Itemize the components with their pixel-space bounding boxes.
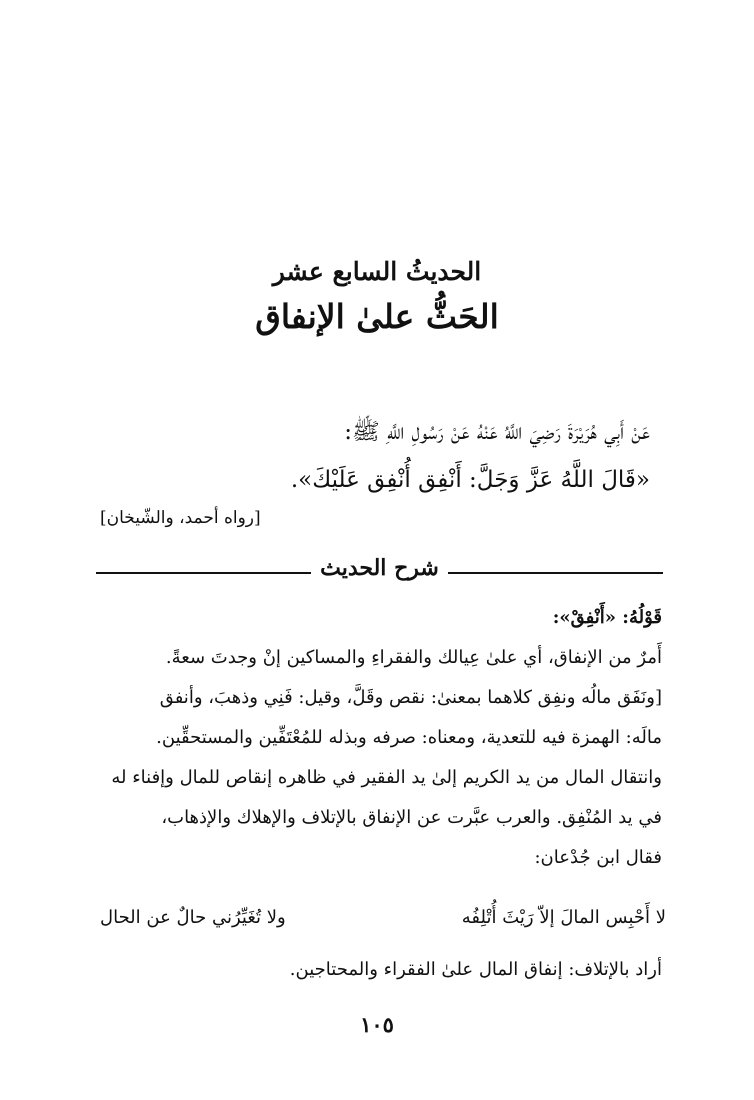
commentary-line: في يد المُنْفِق. والعرب عبَّرت عن الإنفاق بالإتلاف والإهلاك والإذهاب،: [161, 807, 662, 828]
hadith-text: [90, 408, 650, 504]
chapter-number-label: الحديثُ السابع عشر: [272, 257, 482, 286]
commentary-line: وانتقال المال من يد الكريم إلىٰ يد الفقير في ظاهره إنقاص للمال وإفناء له: [111, 767, 662, 788]
commentary-line: قَوْلُهُ: «أَنْفِقْ»:: [552, 607, 662, 628]
commentary-line: أَمرٌ من الإنفاق، أي علىٰ عِيالك والفقراءِ والمساكين إنْ وجدتَ سعةً.: [165, 647, 662, 668]
chapter-heading: [0, 252, 754, 342]
hadith-line-isnad: عَنْ أَبِي هُرَيْرَةَ رَضِيَ اللَّهُ عَنْهُ عَنْ رَسُولِ اللَّهِ ﷺ:: [344, 419, 650, 445]
poem-hemistich-first: لا أَحْبِس المالَ إلاّ رَيْثَ أُتْلِفُه: [461, 907, 666, 928]
verse-explanation: أراد بالإتلاف: إنفاق المال علىٰ الفقراء والمحتاجين.: [289, 959, 662, 980]
commentary-line: [ونَفَق مالُه ونفِق كلاهما بمعنىٰ: نقص وقَلَّ، وقيل: فَنِي وذهبَ، وأنفق: [159, 687, 662, 708]
commentary-line: مالَه: الهمزة فيه للتعدية، ومعناه: صرفه وبذله للمُعْتَفِّين والمستحقِّين.: [156, 727, 662, 748]
commentary-body: [92, 598, 662, 878]
hadith-line-matn: «قَالَ اللَّهُ عَزَّ وَجَلَّ: أَنْفِق أُنْفِق عَلَيْكَ».: [290, 467, 650, 493]
commentary-line: فقال ابن جُدْعان:: [534, 847, 662, 868]
narration-source: [رواه أحمد، والشّيخان]: [100, 508, 261, 528]
page-number: ١٠٥: [360, 1012, 394, 1037]
poem-verse: [100, 898, 666, 938]
section-header: [96, 553, 663, 583]
poem-hemistich-second: ولا تُغَيِّرُني حالٌ عن الحال: [100, 907, 286, 928]
chapter-title: الحَثُّ علىٰ الإنفاق: [255, 297, 499, 336]
section-title: شرح الحديث: [320, 555, 439, 581]
